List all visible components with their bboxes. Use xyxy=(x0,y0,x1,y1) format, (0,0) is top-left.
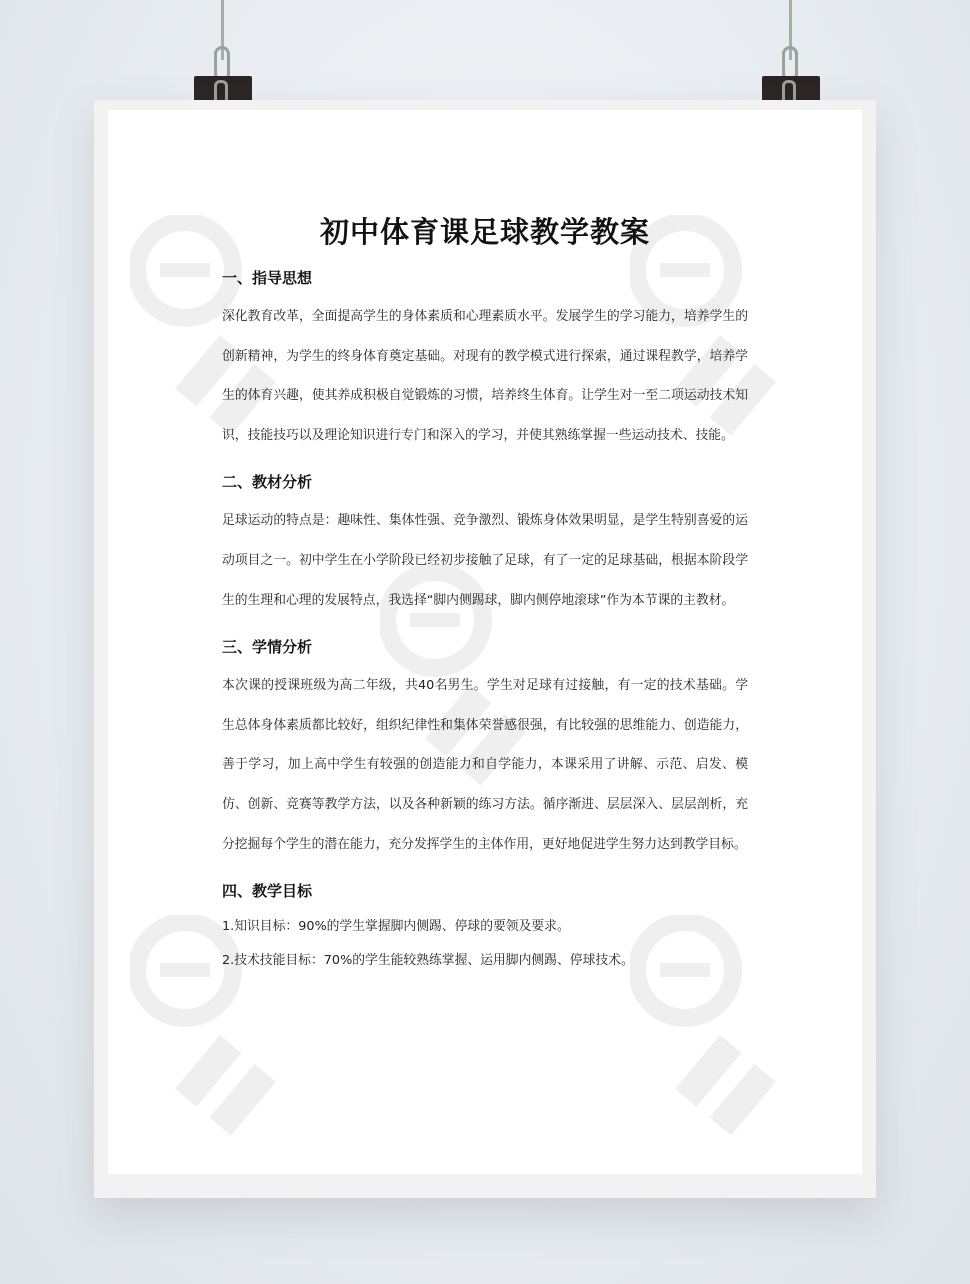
section-paragraph: 本次课的授课班级为高二年级，共40名男生。学生对足球有过接触，有一定的技术基础。学生总体身体素质都比较好，组织纪律性和集体荣誉感很强，有比较强的思维能力、创造能力，善于学习，加上高中学生有较强的创造能力和自学能力，本课采用了讲解、示范、启发、模仿、创新、竞赛等教学方法，以及各种新颖的练习方法。循序渐进、层层深入、层层剖析，充分挖掘每个学生的潜在能力，充分发挥学生的主体作用，更好地促进学生努力达到教学目标。 xyxy=(222,678,748,852)
document-body xyxy=(222,210,748,978)
goal-item: 2.技术技能目标：70%的学生能较熟练掌握、运用脚内侧踢、停球技术。 xyxy=(222,953,634,969)
section-paragraph: 深化教育改革，全面提高学生的身体素质和心理素质水平。发展学生的学习能力，培养学生的创新精神，为学生的终身体育奠定基础。对现有的教学模式进行探索，通过课程教学，培养学生的体育兴趣，使其养成积极自觉锻炼的习惯，培养终生体育。让学生对一至二项运动技术知识，技能技巧以及理论知识进行专门和深入的学习，并使其熟练掌握一些运动技术、技能。 xyxy=(222,309,748,443)
section-paragraph: 足球运动的特点是：趣味性、集体性强、竞争激烈、锻炼身体效果明显，是学生特别喜爱的运动项目之一。初中学生在小学阶段已经初步接触了足球，有了一定的足球基础，根据本阶段学生的生理和心理的发展特点，我选择“脚内侧踢球，脚内侧停地滚球”作为本节课的主教材。 xyxy=(222,513,748,608)
section-heading: 一、指导思想 xyxy=(222,269,313,287)
section-heading: 四、教学目标 xyxy=(222,882,313,901)
document-title: 初中体育课足球教学教案 xyxy=(319,215,650,249)
section-heading: 三、学情分析 xyxy=(222,638,313,657)
section-heading: 二、教材分析 xyxy=(222,473,313,492)
goal-item: 1.知识目标：90%的学生掌握脚内侧踢、停球的要领及要求。 xyxy=(222,919,570,935)
